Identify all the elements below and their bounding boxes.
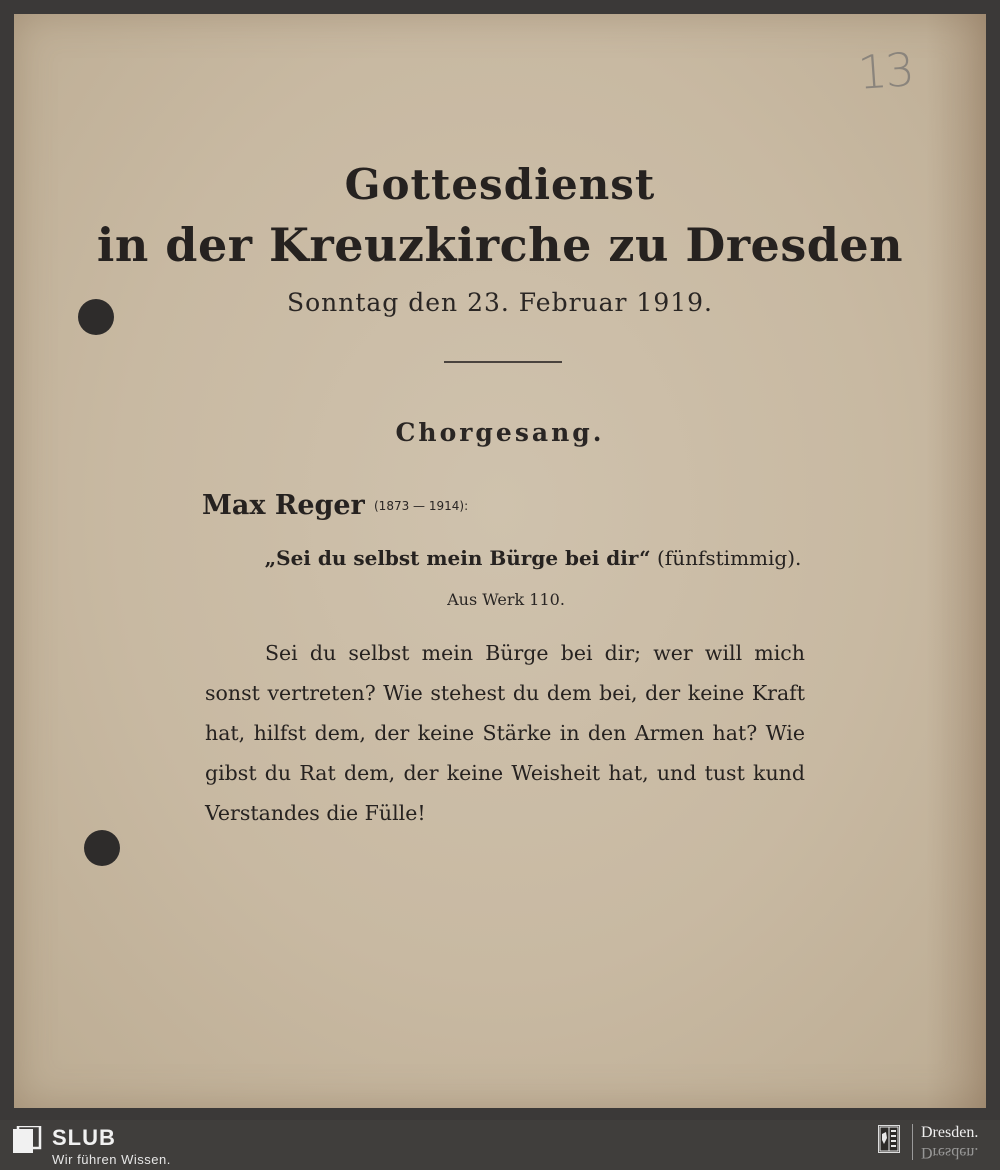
piece-voicing: (fünfstimmig).	[657, 546, 802, 570]
footer-bar	[0, 1120, 1000, 1170]
dresden-crest-icon	[878, 1125, 900, 1153]
section-heading: Chorgesang.	[395, 418, 605, 447]
service-date: Sonntag den 23. Februar 1919.	[286, 288, 714, 317]
lyrics-text: Sei du selbst mein Bürge bei dir; wer will mich sonst vertreten? Wie stehest du dem bei, der keine Kraft hat, hilfst dem, der keine Stärke in den Armen hat? Wie gibst du Rat dem, der keine Weisheit hat, und tust kund Verstandes die Fülle!	[205, 641, 805, 825]
piece-heading	[0, 546, 1000, 570]
archive-number: 13	[856, 42, 915, 100]
document-subtitle: in der Kreuzkirche zu Dresden	[96, 218, 904, 272]
piece-source: Aus Werk 110.	[447, 590, 565, 609]
slub-logo-icon[interactable]	[12, 1126, 42, 1154]
dresden-logo[interactable]: Dresden.	[921, 1124, 979, 1141]
composer-dates: (1873 — 1914):	[374, 499, 469, 513]
footer-divider	[912, 1124, 913, 1160]
divider-rule	[444, 361, 562, 363]
piece-title: „Sei du selbst mein Bürge bei dir“	[264, 546, 651, 570]
slub-brand[interactable]: SLUB	[52, 1125, 116, 1150]
slub-tagline: Wir führen Wissen.	[52, 1152, 171, 1167]
composer-name: Max Reger	[202, 490, 365, 521]
document-title: Gottesdienst	[344, 160, 656, 209]
punch-hole-bottom	[84, 830, 120, 866]
dresden-logo-reflection: Dresden.	[921, 1144, 979, 1161]
